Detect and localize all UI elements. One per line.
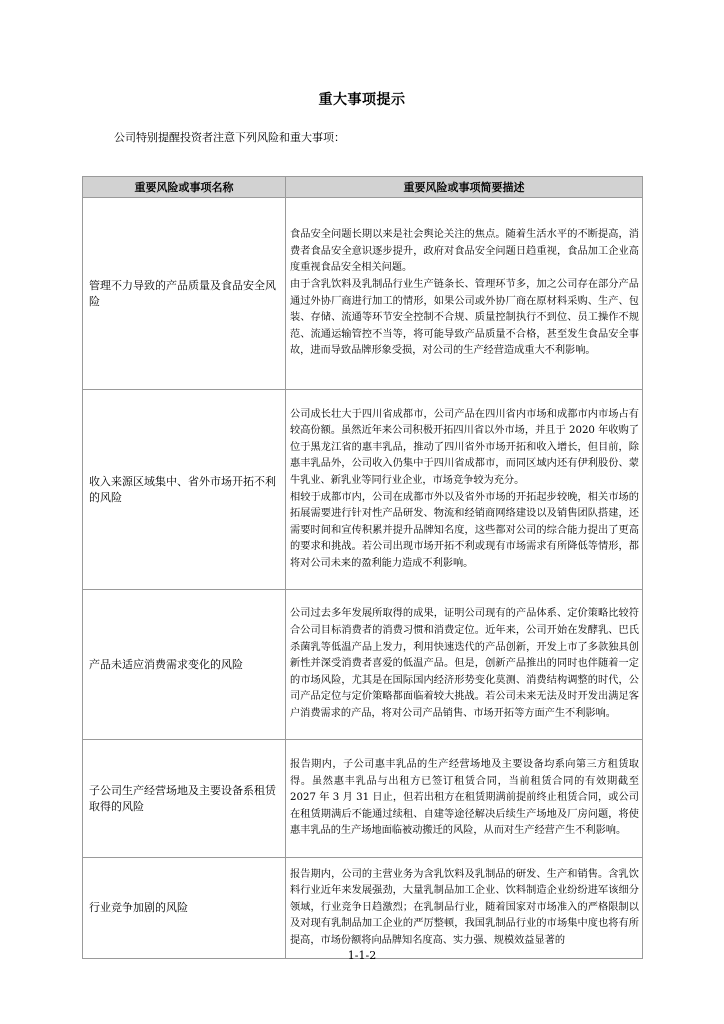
header-risk-name: 重要风险或事项名称: [83, 177, 286, 198]
header-risk-description: 重要风险或事项简要描述: [286, 177, 643, 198]
intro-text: 公司特别提醒投资者注意下列风险和重大事项：: [114, 131, 345, 144]
description-paragraph: 报告期内，公司的主营业务为含乳饮料及乳制品的研发、生产和销售。含乳饮料行业近年来发展强劲，大量乳制品加工企业、饮料制造企业纷纷进军该细分领域，行业竞争日趋激烈；在乳制品行业，随着国家对市场准入的严格限制以及对现有乳制品加工企业的严厉整顿，我国乳制品行业的市场集中度也将有所提高，市场份额将向品牌知名度高、实力强、规模效益显著的: [290, 868, 639, 946]
risk-name-cell: 管理不力导致的产品质量及食品安全风险: [83, 198, 286, 390]
table-row: [83, 390, 643, 590]
risk-name-cell: 收入来源区域集中、省外市场开拓不利的风险: [83, 390, 286, 590]
description-paragraph: 报告期内，子公司惠丰乳品的生产经营场地及主要设备均系向第三方租赁取得。虽然惠丰乳品与出租方已签订租赁合同，当前租赁合同的有效期截至 2027 年 3 月 31 日止，但若出租方在租赁期满前提前终止租赁合同，或公司在租赁期满后不能通过续租、自建等途径解决后续生产场地及厂房问题，将使惠丰乳品的生产场地面临被动搬迁的风险，从而对生产经营产生不利影响。: [290, 759, 639, 837]
risk-name-cell: 子公司生产经营场地及主要设备系租赁取得的风险: [83, 740, 286, 858]
table-row: [83, 858, 643, 959]
risk-description-cell: [286, 590, 643, 740]
description-paragraph: 公司过去多年发展所取得的成果，证明公司现有的产品体系、定价策略比较符合公司目标消费者的消费习惯和消费定位。近年来，公司开始在发酵乳、巴氏杀菌乳等低温产品上发力，利用快速迭代的产品创新，开发上市了多款独具创新性并深受消费者喜爱的低温产品。但是，创新产品推出的同时也伴随着一定的市场风险，尤其是在国际国内经济形势变化莫测、消费结构调整的时代，公司产品定位与定价策略都面临着较大挑战。若公司未来无法及时开发出满足客户消费需求的产品，将对公司产品销售、市场开拓等方面产生不利影响。: [290, 608, 639, 719]
table-row: [83, 740, 643, 858]
risk-description-cell: [286, 390, 643, 590]
description-paragraph: 公司成长壮大于四川省成都市，公司产品在四川省内市场和成都市内市场占有较高份额。虽然近年来公司积极开拓四川省以外市场，并且于 2020 年收购了位于黑龙江省的惠丰乳品，推动了四川省外市场开拓和收入增长，但目前，除惠丰乳品外，公司收入仍集中于四川省成都市，而同区域内还有伊利股份、蒙牛乳业、新乳业等同行业企业，市场竞争较为充分。: [290, 408, 639, 486]
description-paragraph: 食品安全问题长期以来是社会舆论关注的焦点。随着生活水平的不断提高，消费者食品安全意识逐步提升，政府对食品安全问题日趋重视，食品加工企业高度重视食品安全相关问题。: [290, 229, 639, 274]
table-header-row: [83, 177, 643, 198]
risk-description-cell: [286, 740, 643, 858]
risk-description-cell: [286, 198, 643, 390]
page-number: 1-1-2: [347, 949, 377, 962]
risk-table: [82, 176, 643, 959]
description-paragraph: 相较于成都市内，公司在成都市外以及省外市场的开拓起步较晚，相关市场的拓展需要进行针对性产品研发、物流和经销商网络建设以及销售团队搭建，还需要时间和宣传积累并提升品牌知名度，这些都对公司的综合能力提出了更高的要求和挑战。若公司出现市场开拓不利或现有市场需求有所降低等情形，都将对公司未来的盈利能力造成不利影响。: [290, 491, 639, 569]
table-row: [83, 590, 643, 740]
risk-name-cell: 产品未适应消费需求变化的风险: [83, 590, 286, 740]
risk-description-cell: [286, 858, 643, 959]
table-row: [83, 198, 643, 390]
risk-name-cell: 行业竞争加剧的风险: [83, 858, 286, 959]
page-title: 重大事项提示: [318, 92, 406, 108]
description-paragraph: 由于含乳饮料及乳制品行业生产链条长、管理环节多，加之公司存在部分产品通过外协厂商进行加工的情形，如果公司或外协厂商在原材料采购、生产、包装、存储、流通等环节安全控制不合规、质量控制执行不到位、员工操作不规范、流通运输管控不当等，将可能导致产品质量不合格，甚至发生食品安全事故，进而导致品牌形象受损，对公司的生产经营造成重大不利影响。: [290, 278, 639, 357]
